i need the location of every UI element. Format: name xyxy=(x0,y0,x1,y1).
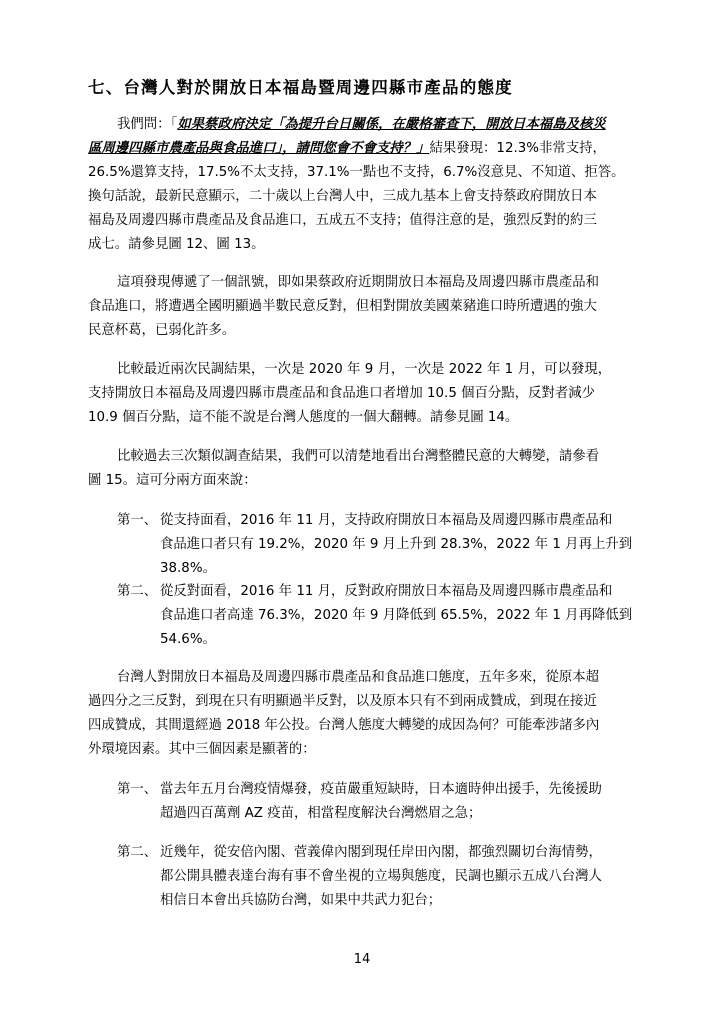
list-item-line: 都公開具體表達台海有事不會坐視的立場與態度，民調也顯示五成八台灣人 xyxy=(160,869,602,884)
paragraph-line: 成七。請參見圖 12、圖 13。 xyxy=(88,237,265,252)
list-item-line: 從支持面看，2016 年 11 月，支持政府開放日本福島及周邊四縣市農產品和 xyxy=(160,513,613,528)
list-item-line: 超過四百萬劑 AZ 疫苗，相當程度解決台灣燃眉之急； xyxy=(160,806,482,821)
paragraph-line xyxy=(88,139,606,159)
paragraph-line: 換句話說，最新民意顯示，二十歲以上台灣人中，三成九基本上會支持蔡政府開放日本 xyxy=(88,189,597,204)
paragraph-line: 食品進口，將遭遇全國明顯過半數民意反對，但相對開放美國萊豬進口時所遭遇的強大 xyxy=(88,299,597,314)
paragraph-line: 比較最近兩次民調結果，一次是 2020 年 9 月，一次是 2022 年 1 月，可以發現， xyxy=(117,362,612,377)
list-item-line: 近幾年，從安倍內閣、菅義偉內閣到現任岸田內閣，都強烈關切台海情勢， xyxy=(160,845,602,860)
list-item-line: 54.6%。 xyxy=(160,632,216,647)
paragraph-line: 比較過去三次類似調查結果，我們可以清楚地看出台灣整體民意的大轉變，請參看 xyxy=(117,449,600,464)
list-item-line: 相信日本會出兵協防台灣，如果中共武力犯台； xyxy=(160,893,442,908)
paragraph-line: 外環境因素。其中三個因素是顯著的： xyxy=(88,742,316,757)
paragraph-line: 10.9 個百分點，這不能不說是台灣人態度的一個大翻轉。請參見圖 14。 xyxy=(88,410,519,425)
survey-question-text: 區周邊四縣市農產品與食品進口」，請問您會不會支持？」 xyxy=(88,141,430,156)
paragraph-line: 四成贊成，其間還經過 2018 年公投。台灣人態度大轉變的成因為何？可能牽涉諸多內 xyxy=(88,718,600,733)
list-item-line: 從反對面看，2016 年 11 月，反對政府開放日本福島及周邊四縣市農產品和 xyxy=(160,584,613,599)
paragraph-line xyxy=(117,115,606,135)
paragraph-line: 支持開放日本福島及周邊四縣市農產品和食品進口者增加 10.5 個百分點，反對者減少 xyxy=(88,386,595,401)
list-item-line: 食品進口者高達 76.3%，2020 年 9 月降低到 65.5%，2022 年 1 月再降低到 xyxy=(160,608,633,623)
paragraph-line: 民意杯葛，已弱化許多。 xyxy=(88,323,236,338)
page-number: 14 xyxy=(353,952,371,967)
survey-question-text: 如果蔡政府決定「為提升台日關係，在嚴格審查下，開放日本福島及核災 xyxy=(177,117,606,132)
list-item-marker: 第二、 xyxy=(117,845,158,860)
list-item-line: 當去年五月台灣疫情爆發，疫苗嚴重短缺時，日本適時伸出援手，先後援助 xyxy=(160,782,602,797)
paragraph-line: 福島及周邊四縣市農產品及食品進口，五成五不支持；值得注意的是，強烈反對的約三 xyxy=(88,213,597,228)
text-span: 我們問：「 xyxy=(117,117,178,132)
paragraph-line: 這項發現傳遞了一個訊號，即如果蔡政府近期開放日本福島及周邊四縣市農產品和 xyxy=(117,275,600,290)
paragraph-line: 過四分之三反對，到現在只有明顯過半反對，以及原本只有不到兩成贊成，到現在接近 xyxy=(88,694,597,709)
paragraph-line: 26.5%還算支持，17.5%不太支持，37.1%一點也不支持，6.7%沒意見、不知道、拒答。 xyxy=(88,165,625,180)
list-item-line: 38.8%。 xyxy=(160,561,216,576)
list-item-marker: 第二、 xyxy=(117,584,158,599)
paragraph-line: 圖 15。這可分兩方面來說： xyxy=(88,473,257,488)
list-item-line: 食品進口者只有 19.2%，2020 年 9 月上升到 28.3%，2022 年 1 月再上升到 xyxy=(160,537,633,552)
list-item-marker: 第一、 xyxy=(117,782,158,797)
text-span: 結果發現：12.3%非常支持， xyxy=(429,141,606,156)
section-heading: 七、台灣人對於開放日本福島暨周邊四縣市產品的態度 xyxy=(88,78,513,97)
paragraph-line: 台灣人對開放日本福島及周邊四縣市農產品和食品進口態度，五年多來，從原本超 xyxy=(117,670,600,685)
list-item-marker: 第一、 xyxy=(117,513,158,528)
